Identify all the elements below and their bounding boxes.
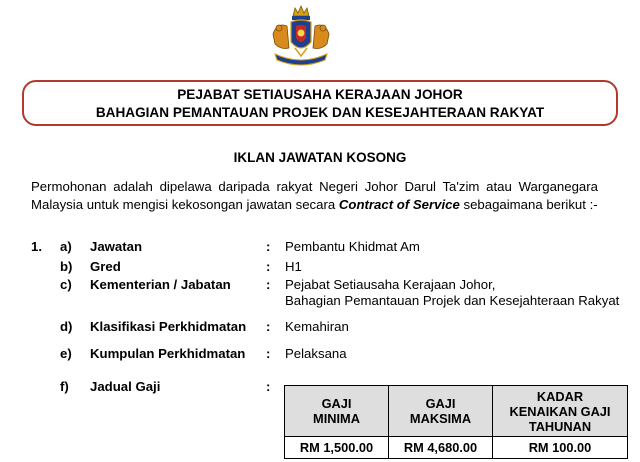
item-letter: d) xyxy=(60,319,73,334)
item-letter: c) xyxy=(60,277,72,292)
intro-text-before: Permohonan adalah dipelawa daripada rakyat Negeri Johor Darul Ta'zim atau Warganegara Malaysia untuk mengisi kekosongan jawatan secara xyxy=(31,179,598,212)
item-value-line-2: Bahagian Pemantauan Projek dan Kesejahteraan Rakyat xyxy=(285,293,620,308)
item-letter: e) xyxy=(60,346,72,361)
intro-emphasis: Contract of Service xyxy=(338,196,460,212)
item-label: Jadual Gaji xyxy=(90,379,161,394)
header-line-1: PEJABAT SETIAUSAHA KERAJAAN JOHOR xyxy=(177,87,463,102)
office-header-box xyxy=(22,80,618,126)
johor-state-crest-icon xyxy=(265,4,337,70)
salary-table-row xyxy=(285,437,628,459)
item-colon: : xyxy=(266,346,271,361)
item-colon: : xyxy=(266,259,271,274)
salary-table xyxy=(284,385,628,459)
annual-increment-cell: RM 100.00 xyxy=(493,437,628,459)
min-salary-cell: RM 1,500.00 xyxy=(285,437,389,459)
header-max-salary xyxy=(389,386,493,437)
header-min-salary xyxy=(285,386,389,437)
item-label: Klasifikasi Perkhidmatan xyxy=(90,319,247,334)
item-letter: b) xyxy=(60,259,73,274)
header-line: MINIMA xyxy=(313,411,360,426)
item-label: Kementerian / Jabatan xyxy=(90,277,231,292)
intro-text-after: sebagaimana berikut :- xyxy=(459,196,598,212)
header-line: MAKSIMA xyxy=(409,411,472,426)
header-line: KADAR xyxy=(536,388,584,404)
item-colon: : xyxy=(266,277,271,292)
header-annual-increment xyxy=(493,386,628,437)
vacancy-ad-title: IKLAN JAWATAN KOSONG xyxy=(233,150,407,165)
header-line: TAHUNAN xyxy=(528,418,592,434)
item-label: Kumpulan Perkhidmatan xyxy=(90,346,246,361)
header-line: KENAIKAN GAJI xyxy=(509,403,611,419)
item-letter: a) xyxy=(60,239,72,254)
item-value: H1 xyxy=(285,259,302,274)
item-letter: f) xyxy=(60,379,69,394)
section-number: 1. xyxy=(31,239,42,254)
item-label: Jawatan xyxy=(90,239,143,254)
salary-table-header-row xyxy=(285,386,628,437)
item-colon: : xyxy=(266,319,271,334)
item-value: Pelaksana xyxy=(285,346,347,361)
item-label: Gred xyxy=(90,259,121,274)
item-value: Pembantu Khidmat Am xyxy=(285,239,420,254)
header-line-2: BAHAGIAN PEMANTAUAN PROJEK DAN KESEJAHTERAAN RAKYAT xyxy=(95,105,545,120)
item-value: Pejabat Setiausaha Kerajaan Johor, xyxy=(285,277,496,292)
item-value: Kemahiran xyxy=(285,319,349,334)
header-line: GAJI xyxy=(321,396,352,411)
item-colon: : xyxy=(266,239,271,254)
max-salary-cell: RM 4,680.00 xyxy=(389,437,493,459)
header-line: GAJI xyxy=(425,396,456,411)
intro-paragraph xyxy=(31,178,598,213)
item-colon: : xyxy=(266,379,271,394)
